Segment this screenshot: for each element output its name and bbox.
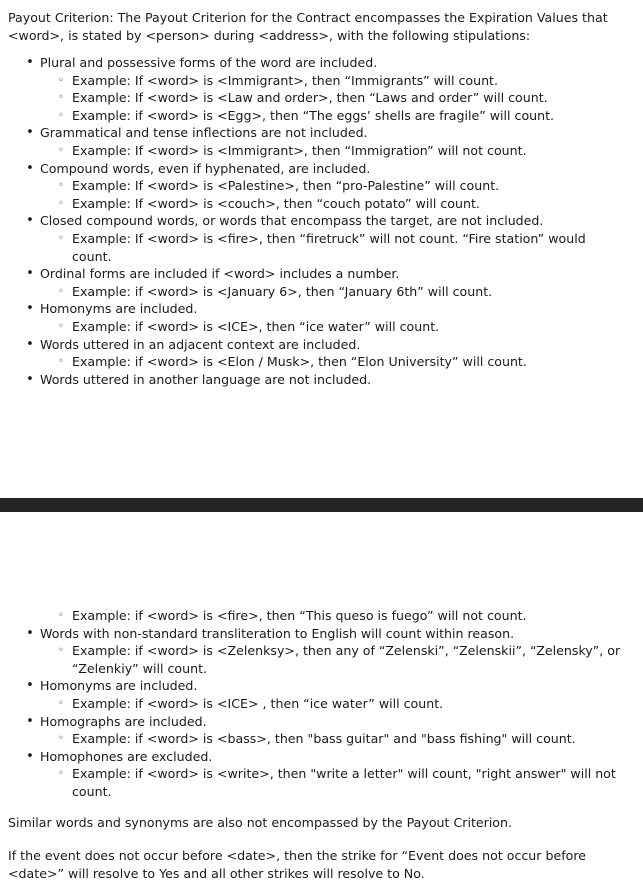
example-item xyxy=(40,283,643,301)
bullet-icon: • xyxy=(26,625,34,641)
example-list xyxy=(40,72,643,125)
example-item xyxy=(40,318,643,336)
example-text: Example: if <word> is <fire>, then “This queso is fuego” will not count. xyxy=(72,608,527,623)
stipulation-item xyxy=(0,300,643,335)
example-text: Example: if <word> is <Egg>, then “The eggs’ shells are fragile” will count. xyxy=(72,107,555,123)
stipulation-list-continued xyxy=(0,625,643,801)
example-text: Example: if <word> is <bass>, then "bass guitar" and "bass fishing" will count. xyxy=(72,731,576,747)
sub-bullet-icon: ◦ xyxy=(58,92,64,104)
sub-bullet-icon: ◦ xyxy=(58,232,64,244)
example-list xyxy=(40,695,643,713)
example-list xyxy=(40,642,643,677)
sub-bullet-icon: ◦ xyxy=(58,109,64,121)
stipulation-text: Closed compound words, or words that encompass the target, are not included. xyxy=(40,213,544,229)
example-item xyxy=(40,230,643,265)
stipulation-item xyxy=(0,713,643,748)
example-item xyxy=(40,177,643,195)
bullet-icon: • xyxy=(26,266,34,282)
sub-bullet-icon: ◦ xyxy=(58,697,64,709)
example-text: Example: if <word> is <Zelenksy>, then any of “Zelenski”, “Zelenskii”, “Zelensky”, or “Zelenkiy” will count. xyxy=(72,643,621,676)
stipulation-item xyxy=(0,124,643,159)
sub-bullet-icon: ◦ xyxy=(58,645,64,657)
sub-bullet-icon: ◦ xyxy=(58,768,64,780)
example-text: Example: If <word> is <Immigrant>, then “Immigrants” will count. xyxy=(72,72,498,88)
sub-bullet-icon: ◦ xyxy=(58,320,64,332)
example-list xyxy=(40,142,643,160)
sub-bullet-icon: ◦ xyxy=(58,74,64,86)
bullet-icon: • xyxy=(26,678,34,694)
example-item xyxy=(40,695,643,713)
example-text: Example: If <word> is <Palestine>, then “pro-Palestine” will count. xyxy=(72,178,500,194)
sub-bullet-icon: ◦ xyxy=(58,733,64,745)
stipulation-text: Words with non-standard transliteration to English will count within reason. xyxy=(40,625,515,641)
sub-bullet-icon: ◦ xyxy=(58,144,64,156)
document-page-bottom xyxy=(0,512,643,891)
synonyms-note: Similar words and synonyms are also not encompassed by the Payout Criterion. xyxy=(8,815,513,830)
example-item xyxy=(40,195,643,213)
continued-sub-list xyxy=(0,607,643,625)
example-list xyxy=(40,765,643,800)
bullet-icon: • xyxy=(26,336,34,352)
stipulation-text: Homonyms are included. xyxy=(40,678,198,694)
stipulation-text: Homophones are excluded. xyxy=(40,748,213,764)
bullet-icon: • xyxy=(26,748,34,764)
stipulation-text: Compound words, even if hyphenated, are included. xyxy=(40,160,371,176)
sub-bullet-icon: ◦ xyxy=(58,197,64,209)
example-item xyxy=(40,353,643,371)
stipulation-text: Grammatical and tense inflections are not included. xyxy=(40,125,368,141)
example-text: Example: If <word> is <couch>, then “couch potato” will count. xyxy=(72,195,480,211)
resolution-note: If the event does not occur before <date>, then the strike for “Event does not occur before <date>” will resolve to Yes and all other strikes will resolve to No. xyxy=(8,848,586,881)
bullet-icon: • xyxy=(26,213,34,229)
sub-bullet-icon: ◦ xyxy=(58,610,64,621)
sub-bullet-icon: ◦ xyxy=(58,285,64,297)
bullet-icon: • xyxy=(26,371,34,387)
example-list xyxy=(40,230,643,265)
example-text: Example: if <word> is <ICE>, then “ice water” will count. xyxy=(72,318,440,334)
example-item xyxy=(40,107,643,125)
sub-bullet-icon: ◦ xyxy=(58,356,64,368)
stipulation-item xyxy=(0,371,643,389)
example-text: Example: if <word> is <January 6>, then “January 6th” will count. xyxy=(72,283,493,299)
bullet-icon: • xyxy=(26,125,34,141)
bullet-icon: • xyxy=(26,301,34,317)
example-item xyxy=(40,730,643,748)
example-list xyxy=(40,283,643,301)
stipulation-text: Words uttered in an adjacent context are included. xyxy=(40,336,361,352)
stipulation-text: Words uttered in another language are not included. xyxy=(40,371,372,387)
example-text: Example: If <word> is <Immigrant>, then “Immigration” will not count. xyxy=(72,142,527,158)
stipulation-text: Plural and possessive forms of the word are included. xyxy=(40,55,378,70)
bullet-icon: • xyxy=(26,713,34,729)
stipulation-item xyxy=(0,160,643,213)
stipulation-list xyxy=(0,54,643,388)
example-list xyxy=(40,730,643,748)
example-list xyxy=(40,353,643,371)
example-item xyxy=(40,142,643,160)
example-text: Example: if <word> is <ICE> , then “ice water” will count. xyxy=(72,695,444,711)
example-text: Example: if <word> is <write>, then "write a letter" will count, "right answer" will not count. xyxy=(72,766,616,799)
stipulation-text: Homonyms are included. xyxy=(40,301,198,317)
bullet-icon: • xyxy=(26,55,34,70)
example-text: Example: If <word> is <fire>, then “firetruck” will not count. “Fire station” would count. xyxy=(72,230,586,264)
bullet-icon: • xyxy=(26,160,34,176)
stipulation-item xyxy=(0,748,643,801)
example-item xyxy=(0,607,643,625)
payout-criterion-intro: Payout Criterion: The Payout Criterion for the Contract encompasses the Expiration Values that <word>, is stated by <person> during <address>, with the following stipulations: xyxy=(8,10,608,43)
stipulation-item xyxy=(0,212,643,265)
example-list xyxy=(40,177,643,212)
stipulation-item xyxy=(0,336,643,371)
page-divider xyxy=(0,498,643,512)
stipulation-item xyxy=(0,625,643,678)
example-item xyxy=(40,765,643,800)
example-item xyxy=(40,642,643,677)
stipulation-item xyxy=(0,677,643,712)
example-list xyxy=(40,318,643,336)
stipulation-item xyxy=(0,265,643,300)
example-text: Example: If <word> is <Law and order>, then “Laws and order” will count. xyxy=(72,90,548,106)
stipulation-item xyxy=(0,54,643,124)
stipulation-text: Homographs are included. xyxy=(40,713,207,729)
stipulation-text: Ordinal forms are included if <word> includes a number. xyxy=(40,266,400,282)
example-text: Example: if <word> is <Elon / Musk>, then “Elon University” will count. xyxy=(72,354,527,370)
example-item xyxy=(40,72,643,90)
example-item xyxy=(40,89,643,107)
continued-list xyxy=(0,607,643,801)
sub-bullet-icon: ◦ xyxy=(58,180,64,192)
